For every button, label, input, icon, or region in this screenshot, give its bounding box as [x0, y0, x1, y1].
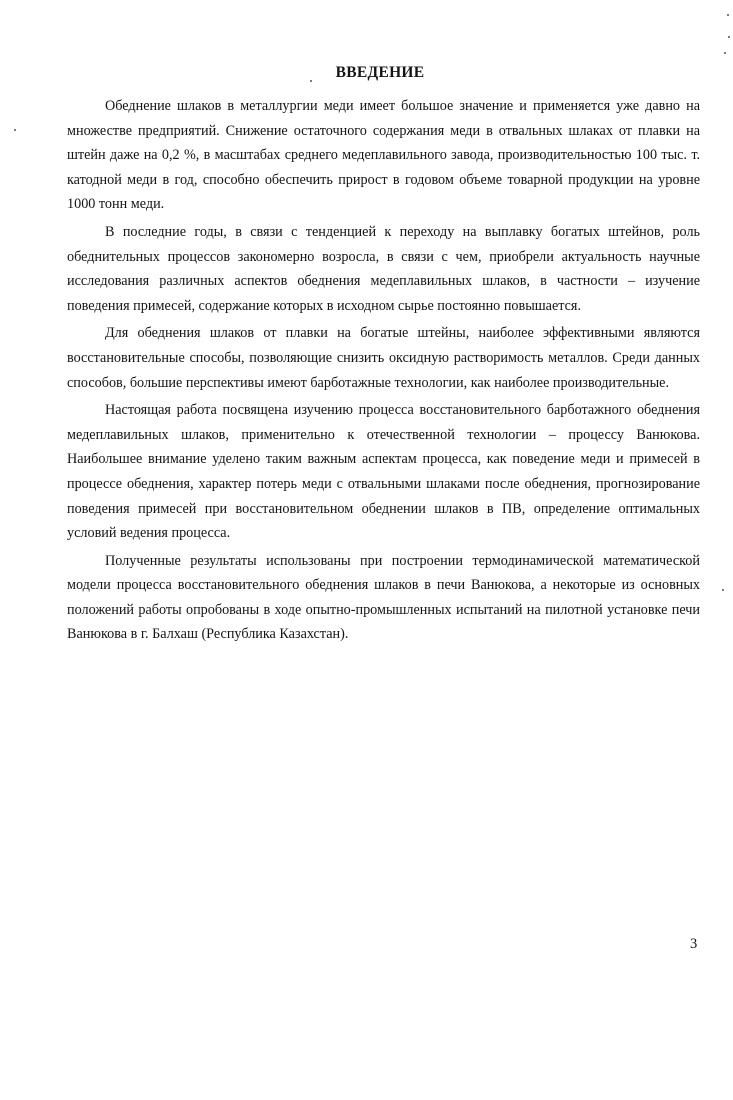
scan-speck [722, 589, 724, 591]
scan-speck [310, 80, 312, 82]
scan-speck [14, 129, 16, 131]
page-number: 3 [690, 936, 698, 952]
paragraph-4: Настоящая работа посвящена изучению процесса восстановительного барботажного обеднения медеплавильных шлаков, применительно к отечественной технологии – процессу Ванюкова. Наибольшее внимание уделено таким важным аспектам процесса, как поведение меди и примесей в процессе обеднения, характер потерь меди с отвальными шлаками после обеднения, прогнозирование поведения примесей при восстановительном обеднении шлаков в ПВ, определение оптимальных условий ведения процесса. [67, 402, 700, 542]
paragraph-5: Полученные результаты использованы при построении термодинамической математической модели процесса восстановительного обеднения шлаков в печи Ванюкова, а некоторые из основных положений работы опробованы в ходе опытно-промышленных испытаний на пилотной установке печи Ванюкова в г. Балхаш (Республика Казахстан). [67, 552, 700, 643]
scan-speck [724, 52, 726, 54]
scan-speck [728, 36, 730, 38]
paragraph-2: В последние годы, в связи с тенденцией к переходу на выплавку богатых штейнов, роль обеднительных процессов закономерно возросла, в связи с чем, приобрели актуальность научные исследования различных аспектов обеднения медеплавильных шлаков, в частности – изучение поведения примесей, содержание которых в исходном сырье постоянно повышается. [67, 223, 700, 314]
paragraph-3: Для обеднения шлаков от плавки на богатые штейны, наиболее эффективными являются восстановительные способы, позволяющие снизить оксидную растворимость металлов. Среди данных способов, большие перспективы имеют барботажные технологии, как наиболее производительные. [67, 325, 700, 391]
body-text [67, 94, 700, 647]
scan-speck [727, 14, 729, 16]
page-title: ВВЕДЕНИЕ [335, 64, 425, 81]
paragraph-1: Обеднение шлаков в металлургии меди имеет большое значение и применяется уже давно на множестве предприятий. Снижение остаточного содержания меди в отвальных шлаках от плавки на штейн даже на 0,2 %, в масштабах среднего медеплавильного завода, производительностью 100 тыс. т. катодной меди в год, способно обеспечить прирост в годовом объеме товарной продукции на уровне 1000 тонн меди. [67, 98, 700, 213]
